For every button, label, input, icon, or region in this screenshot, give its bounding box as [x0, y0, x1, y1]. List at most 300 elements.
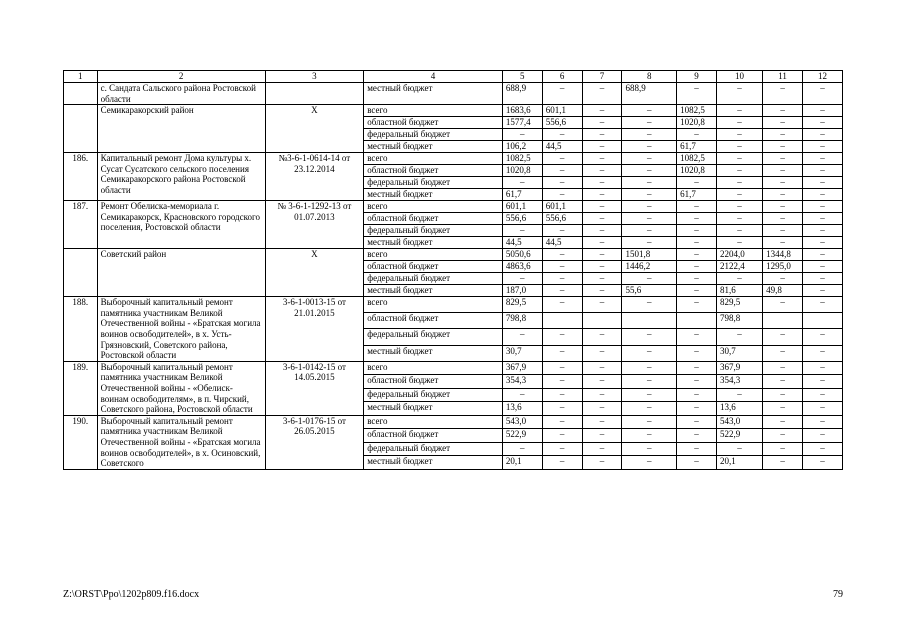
value-cell: – [502, 388, 542, 401]
value-cell: – [582, 165, 622, 177]
value-cell: – [582, 442, 622, 455]
value-cell: – [622, 429, 677, 442]
budget-type: федеральный бюджет [364, 129, 503, 141]
row-number: 187. [64, 201, 98, 249]
value-cell: – [763, 237, 803, 249]
budget-type: областной бюджет [364, 213, 503, 225]
value-cell: – [542, 153, 582, 165]
budget-type: областной бюджет [364, 313, 503, 329]
budget-type: местный бюджет [364, 345, 503, 361]
object-name: Капитальный ремонт Дома культуры х. Сусат Сусатского сельского поселения Семикаракорского района Ростовской области [97, 153, 265, 201]
value-cell: – [763, 273, 803, 285]
value-cell: – [716, 329, 762, 345]
value-cell: – [502, 129, 542, 141]
contract-code: 3-6-1-0142-15 от 14.05.2015 [265, 361, 364, 415]
budget-type: федеральный бюджет [364, 329, 503, 345]
value-cell: – [763, 329, 803, 345]
value-cell: – [582, 261, 622, 273]
value-cell: – [803, 388, 843, 401]
value-cell: – [716, 273, 762, 285]
value-cell: – [677, 261, 717, 273]
value-cell: – [622, 388, 677, 401]
value-cell: – [677, 249, 717, 261]
value-cell: 2122,4 [716, 261, 762, 273]
value-cell: – [542, 415, 582, 428]
value-cell: – [763, 117, 803, 129]
value-cell: – [803, 83, 843, 105]
contract-code [265, 83, 364, 105]
value-cell: – [803, 375, 843, 388]
value-cell: – [542, 388, 582, 401]
object-name: Выборочный капитальный ремонт памятника участникам Великой Отечественной войны - «Обелиск- воинам освободителям», в п. Чирский, Советского района, Ростовской области [97, 361, 265, 415]
value-cell: 829,5 [716, 297, 762, 313]
contract-code: 3-6-1-0176-15 от 26.05.2015 [265, 415, 364, 469]
value-cell: – [582, 153, 622, 165]
value-cell: – [542, 177, 582, 189]
value-cell: 1020,8 [677, 117, 717, 129]
value-cell: – [622, 297, 677, 313]
value-cell: – [622, 237, 677, 249]
value-cell: 1295,0 [763, 261, 803, 273]
value-cell: 367,9 [502, 361, 542, 374]
budget-type: федеральный бюджет [364, 225, 503, 237]
budget-type: местный бюджет [364, 402, 503, 416]
value-cell: – [716, 177, 762, 189]
value-cell: 798,8 [716, 313, 762, 329]
value-cell: – [677, 375, 717, 388]
value-cell: – [716, 83, 762, 105]
header-row [64, 71, 843, 83]
budget-type: всего [364, 201, 503, 213]
value-cell: 61,7 [502, 189, 542, 201]
budget-type: федеральный бюджет [364, 177, 503, 189]
value-cell: – [677, 225, 717, 237]
value-cell: – [803, 429, 843, 442]
value-cell: – [542, 429, 582, 442]
value-cell: – [763, 297, 803, 313]
value-cell: – [803, 129, 843, 141]
budget-type: федеральный бюджет [364, 388, 503, 401]
header-cell: 11 [763, 71, 803, 83]
value-cell: – [622, 105, 677, 117]
row-number: 188. [64, 297, 98, 362]
value-cell: – [677, 213, 717, 225]
value-cell: – [763, 361, 803, 374]
header-cell: 6 [542, 71, 582, 83]
value-cell: – [582, 117, 622, 129]
value-cell: – [502, 442, 542, 455]
contract-code: №3-6-1-0614-14 от 23.12.2014 [265, 153, 364, 201]
header-cell: 9 [677, 71, 717, 83]
table-row [64, 105, 843, 117]
header-cell: 8 [622, 71, 677, 83]
value-cell: 1020,8 [677, 165, 717, 177]
value-cell: – [803, 361, 843, 374]
value-cell: – [677, 429, 717, 442]
budget-type: федеральный бюджет [364, 442, 503, 455]
value-cell: 44,5 [502, 237, 542, 249]
value-cell: 1501,8 [622, 249, 677, 261]
value-cell: – [803, 213, 843, 225]
value-cell: – [582, 129, 622, 141]
value-cell: – [542, 129, 582, 141]
value-cell: – [677, 237, 717, 249]
value-cell: – [763, 213, 803, 225]
value-cell: – [763, 456, 803, 470]
row-number: 189. [64, 361, 98, 415]
value-cell: – [542, 249, 582, 261]
value-cell: – [677, 388, 717, 401]
table-row [64, 297, 843, 313]
value-cell: – [582, 213, 622, 225]
value-cell: – [582, 415, 622, 428]
header-cell: 3 [265, 71, 364, 83]
budget-table [63, 70, 843, 470]
value-cell: 601,1 [542, 105, 582, 117]
value-cell: 44,5 [542, 237, 582, 249]
value-cell: 20,1 [502, 456, 542, 470]
value-cell: – [622, 201, 677, 213]
value-cell: 688,9 [622, 83, 677, 105]
value-cell: 61,7 [677, 141, 717, 153]
value-cell: – [582, 329, 622, 345]
value-cell: – [716, 105, 762, 117]
value-cell: – [622, 329, 677, 345]
value-cell: – [716, 117, 762, 129]
value-cell: 30,7 [502, 345, 542, 361]
contract-code: № 3-6-1-1292-13 от 01.07.2013 [265, 201, 364, 249]
object-name: Ремонт Обелиска-мемориала г. Семикаракорск, Красновского городского поселения, Ростовской области [97, 201, 265, 249]
value-cell: – [622, 375, 677, 388]
value-cell: – [763, 129, 803, 141]
value-cell: – [542, 261, 582, 273]
value-cell: – [677, 442, 717, 455]
value-cell: – [582, 456, 622, 470]
value-cell: – [716, 141, 762, 153]
table-row [64, 201, 843, 213]
value-cell: – [677, 297, 717, 313]
value-cell: – [677, 129, 717, 141]
budget-type: местный бюджет [364, 189, 503, 201]
value-cell: – [542, 402, 582, 416]
budget-type: областной бюджет [364, 117, 503, 129]
value-cell: – [763, 442, 803, 455]
value-cell: – [763, 345, 803, 361]
value-cell: – [763, 225, 803, 237]
row-number [64, 249, 98, 297]
value-cell [542, 313, 582, 329]
value-cell: – [803, 153, 843, 165]
value-cell: – [582, 225, 622, 237]
value-cell [582, 313, 622, 329]
value-cell: – [763, 429, 803, 442]
value-cell: – [502, 177, 542, 189]
value-cell: 556,6 [502, 213, 542, 225]
value-cell: – [622, 345, 677, 361]
value-cell: – [803, 415, 843, 428]
value-cell: – [542, 165, 582, 177]
object-name: Семикаракорский район [97, 105, 265, 153]
value-cell: – [803, 442, 843, 455]
table-row [64, 83, 843, 105]
value-cell: 556,6 [542, 213, 582, 225]
value-cell: – [803, 456, 843, 470]
value-cell: – [803, 237, 843, 249]
value-cell: 81,6 [716, 285, 762, 297]
value-cell: – [803, 177, 843, 189]
value-cell: 543,0 [502, 415, 542, 428]
value-cell: – [763, 189, 803, 201]
value-cell: – [582, 249, 622, 261]
object-name: Советский район [97, 249, 265, 297]
value-cell: – [763, 83, 803, 105]
budget-type: всего [364, 361, 503, 374]
value-cell: – [542, 297, 582, 313]
value-cell: – [582, 345, 622, 361]
row-number [64, 83, 98, 105]
value-cell: – [803, 297, 843, 313]
value-cell: – [677, 456, 717, 470]
value-cell: – [542, 361, 582, 374]
value-cell: – [582, 297, 622, 313]
value-cell: – [542, 375, 582, 388]
value-cell: 13,6 [502, 402, 542, 416]
budget-type: всего [364, 105, 503, 117]
value-cell: – [803, 345, 843, 361]
value-cell: – [542, 285, 582, 297]
value-cell: 1082,5 [677, 105, 717, 117]
header-cell: 10 [716, 71, 762, 83]
value-cell: – [542, 345, 582, 361]
value-cell: – [677, 361, 717, 374]
table-row [64, 361, 843, 374]
value-cell: – [582, 285, 622, 297]
table-row [64, 415, 843, 428]
value-cell: 1082,5 [677, 153, 717, 165]
value-cell: – [716, 165, 762, 177]
value-cell: 601,1 [542, 201, 582, 213]
value-cell: – [582, 201, 622, 213]
value-cell: – [803, 273, 843, 285]
value-cell: – [716, 225, 762, 237]
value-cell: – [582, 361, 622, 374]
value-cell: 4863,6 [502, 261, 542, 273]
row-number: 190. [64, 415, 98, 469]
value-cell: – [677, 345, 717, 361]
value-cell: – [763, 201, 803, 213]
contract-code: Х [265, 249, 364, 297]
value-cell [677, 313, 717, 329]
value-cell: – [582, 177, 622, 189]
value-cell: 106,2 [502, 141, 542, 153]
value-cell: 522,9 [502, 429, 542, 442]
value-cell: 55,6 [622, 285, 677, 297]
header-cell: 12 [803, 71, 843, 83]
budget-type: местный бюджет [364, 456, 503, 470]
value-cell [803, 313, 843, 329]
value-cell: 30,7 [716, 345, 762, 361]
value-cell: – [716, 213, 762, 225]
value-cell: 522,9 [716, 429, 762, 442]
contract-code: Х [265, 105, 364, 153]
budget-type: областной бюджет [364, 165, 503, 177]
value-cell [763, 313, 803, 329]
budget-type: областной бюджет [364, 375, 503, 388]
value-cell: – [716, 129, 762, 141]
row-number: 186. [64, 153, 98, 201]
value-cell: – [542, 189, 582, 201]
value-cell: – [622, 177, 677, 189]
object-name: Выборочный капитальный ремонт памятника участникам Великой Отечественной войны - «Братская могила воинов освободителей», в х. Осиновский, Советского [97, 415, 265, 469]
value-cell: – [803, 249, 843, 261]
value-cell: – [542, 225, 582, 237]
value-cell: – [716, 189, 762, 201]
budget-type: местный бюджет [364, 285, 503, 297]
value-cell: – [622, 225, 677, 237]
value-cell: 543,0 [716, 415, 762, 428]
value-cell: – [677, 402, 717, 416]
budget-type: местный бюджет [364, 141, 503, 153]
budget-type: всего [364, 249, 503, 261]
value-cell: – [502, 329, 542, 345]
value-cell: 44,5 [542, 141, 582, 153]
value-cell: – [622, 117, 677, 129]
value-cell: – [677, 415, 717, 428]
header-cell: 1 [64, 71, 98, 83]
value-cell: 1683,6 [502, 105, 542, 117]
budget-type: областной бюджет [364, 261, 503, 273]
value-cell: – [622, 456, 677, 470]
value-cell: – [803, 117, 843, 129]
value-cell: – [716, 237, 762, 249]
value-cell: – [803, 189, 843, 201]
value-cell: 20,1 [716, 456, 762, 470]
table-row [64, 249, 843, 261]
value-cell: – [763, 105, 803, 117]
value-cell: – [803, 225, 843, 237]
budget-type: местный бюджет [364, 83, 503, 105]
value-cell: – [677, 285, 717, 297]
value-cell: – [542, 83, 582, 105]
value-cell: – [622, 273, 677, 285]
budget-type: федеральный бюджет [364, 273, 503, 285]
value-cell: – [803, 165, 843, 177]
value-cell: – [677, 177, 717, 189]
value-cell: – [622, 442, 677, 455]
value-cell: – [803, 201, 843, 213]
value-cell: 13,6 [716, 402, 762, 416]
value-cell: 354,3 [502, 375, 542, 388]
value-cell: – [677, 201, 717, 213]
object-name: Выборочный капитальный ремонт памятника участникам Великой Отечественной войны - «Братская могила воинов освободителей», в х. Усть-Грязновский, Советского района, Ростовской области [97, 297, 265, 362]
budget-type: всего [364, 415, 503, 428]
value-cell: – [803, 141, 843, 153]
value-cell: 1577,4 [502, 117, 542, 129]
value-cell: 798,8 [502, 313, 542, 329]
value-cell: 1020,8 [502, 165, 542, 177]
value-cell: – [622, 129, 677, 141]
value-cell: – [582, 189, 622, 201]
contract-code: 3-6-1-0013-15 от 21.01.2015 [265, 297, 364, 362]
value-cell: – [542, 329, 582, 345]
value-cell: – [582, 429, 622, 442]
value-cell: – [582, 83, 622, 105]
page-number: 79 [833, 589, 843, 600]
value-cell: – [542, 442, 582, 455]
value-cell: – [502, 273, 542, 285]
header-cell: 4 [364, 71, 503, 83]
value-cell: – [716, 153, 762, 165]
budget-type: всего [364, 153, 503, 165]
value-cell: 61,7 [677, 189, 717, 201]
value-cell: – [763, 141, 803, 153]
file-path: Z:\ORST\Ppo\1202p809.f16.docx [63, 589, 200, 600]
value-cell: – [677, 329, 717, 345]
value-cell: – [582, 105, 622, 117]
value-cell: – [542, 456, 582, 470]
value-cell: 1082,5 [502, 153, 542, 165]
value-cell: – [763, 153, 803, 165]
value-cell: 2204,0 [716, 249, 762, 261]
value-cell: – [582, 237, 622, 249]
value-cell: – [622, 402, 677, 416]
value-cell: – [803, 261, 843, 273]
value-cell: – [677, 273, 717, 285]
value-cell: – [677, 83, 717, 105]
value-cell: 49,8 [763, 285, 803, 297]
value-cell: – [582, 402, 622, 416]
value-cell: – [763, 177, 803, 189]
value-cell: 5050,6 [502, 249, 542, 261]
header-cell: 5 [502, 71, 542, 83]
table-row [64, 153, 843, 165]
value-cell: – [803, 329, 843, 345]
value-cell: – [763, 165, 803, 177]
value-cell [622, 313, 677, 329]
value-cell: 1344,8 [763, 249, 803, 261]
value-cell: – [716, 388, 762, 401]
budget-type: местный бюджет [364, 237, 503, 249]
value-cell: – [763, 402, 803, 416]
budget-type: всего [364, 297, 503, 313]
value-cell: – [622, 165, 677, 177]
value-cell: 367,9 [716, 361, 762, 374]
value-cell: – [763, 388, 803, 401]
value-cell: 829,5 [502, 297, 542, 313]
value-cell: – [582, 375, 622, 388]
value-cell: 1446,2 [622, 261, 677, 273]
value-cell: – [542, 273, 582, 285]
value-cell: 601,1 [502, 201, 542, 213]
value-cell: – [622, 141, 677, 153]
value-cell: 187,0 [502, 285, 542, 297]
header-cell: 7 [582, 71, 622, 83]
value-cell: 556,6 [542, 117, 582, 129]
value-cell: – [803, 105, 843, 117]
row-number [64, 105, 98, 153]
value-cell: – [502, 225, 542, 237]
object-name: с. Сандата Сальского района Ростовской области [97, 83, 265, 105]
value-cell: – [582, 273, 622, 285]
value-cell: – [582, 141, 622, 153]
value-cell: – [622, 153, 677, 165]
value-cell: – [622, 213, 677, 225]
value-cell: – [763, 375, 803, 388]
value-cell: 688,9 [502, 83, 542, 105]
value-cell: – [716, 442, 762, 455]
budget-type: областной бюджет [364, 429, 503, 442]
header-cell: 2 [97, 71, 265, 83]
